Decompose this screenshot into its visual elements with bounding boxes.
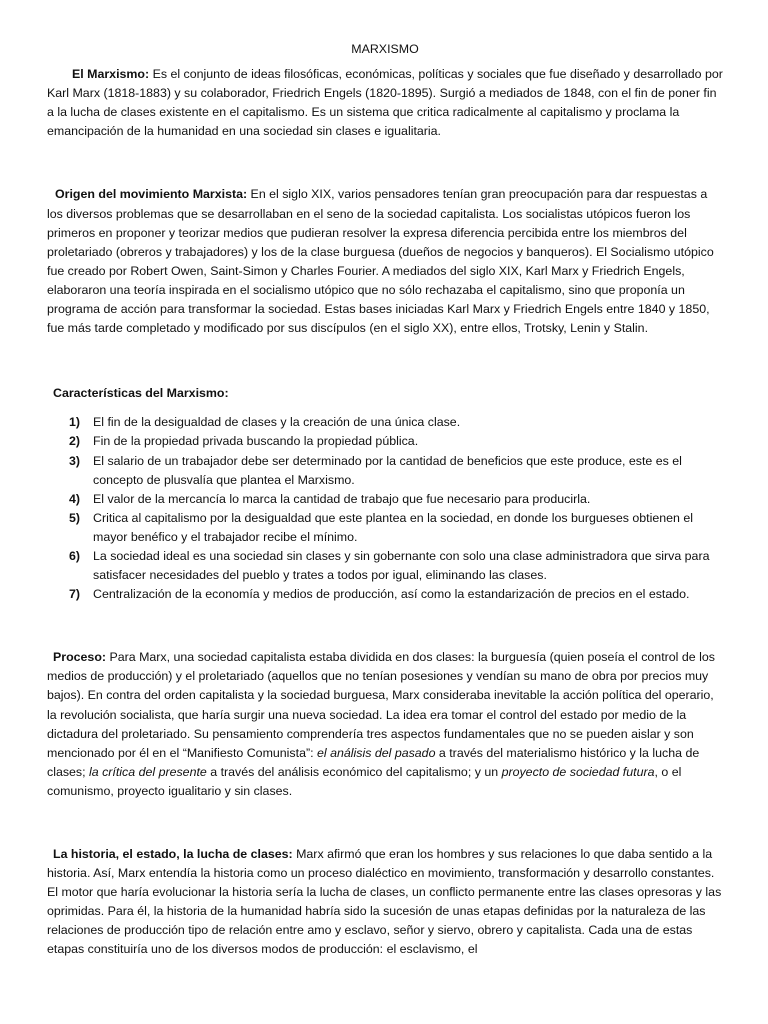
spacer <box>47 801 723 845</box>
spacer <box>47 338 723 384</box>
process-text-4: , o el comunismo, proyecto igualitario y sin clases. <box>47 764 682 798</box>
list-item-number: 3) <box>69 453 81 468</box>
list-item <box>69 452 723 490</box>
history-text: Marx afirmó que eran los hombres y sus relaciones lo que daba sentido a la historia. Así, Marx entendía la historia como un proceso dialéctico en movimiento, transformación y desarrollo constantes. El motor que haría evolucionar la historia sería la lucha de clases, un conflicto permanente entre las clases opresoras y las oprimidas. Para él, la historia de la humanidad habría sido la sucesión de unas etapas definidas por la naturaleza de las relaciones de producción tipo de relación entre amo y esclavo, señor y siervo, obrero y capitalista. Cada una de estas etapas constituiría uno de los diversos modos de producción: el esclavismo, el <box>47 847 722 957</box>
list-item-text: El fin de la desigualdad de clases y la creación de una única clase. <box>93 415 461 430</box>
list-item-number: 7) <box>69 587 81 602</box>
document-page <box>47 40 723 960</box>
list-item <box>69 490 723 509</box>
list-item-number: 4) <box>69 491 81 506</box>
features-heading: Características del Marxismo: <box>53 386 229 401</box>
history-paragraph <box>47 845 723 960</box>
list-item-text: Critica al capitalismo por la desigualdad que este plantea en la sociedad, en donde los burgueses obtienen el mayor benéfico y el trabajador recibe el mínimo. <box>93 510 693 544</box>
origin-label: Origen del movimiento Marxista: <box>55 187 248 202</box>
process-italic-future: proyecto de sociedad futura <box>501 764 655 779</box>
process-text-3: a través del análisis económico del capitalismo; y un <box>206 764 502 779</box>
list-item <box>69 432 723 451</box>
list-item-number: 2) <box>69 434 81 449</box>
process-text-2: a través del materialismo histórico y la lucha de clases; <box>47 745 700 779</box>
list-item-text: El salario de un trabajador debe ser determinado por la cantidad de beneficios que este produce, este es el concepto de plusvalía que plantea el Marxismo. <box>93 453 682 487</box>
list-item-number: 5) <box>69 510 81 525</box>
list-item-text: El valor de la mercancía lo marca la cantidad de trabajo que fue necesario para producirla. <box>93 491 591 506</box>
origin-text: En el siglo XIX, varios pensadores tenían gran preocupación para dar respuestas a los diversos problemas que se desarrollaban en el seno de la sociedad capitalista. Los socialistas utópicos fueron los primeros en proponer y teorizar medios que pudieran resolver la expresa diferencia percibida entre los miembros del proletariado (obreros y trabajadores) y los de la clase burguesa (dueños de negocios y banqueros). El Socialismo utópico fue creado por Robert Owen, Saint-Simon y Charles Fourier. A mediados del siglo XIX, Karl Marx y Friedrich Engels, elaboraron una teoría inspirada en el socialismo utópico que no sólo rechazaba el capitalismo, sino que proponía un programa de acción para transformar la sociedad. Estas bases iniciadas Karl Marx y Friedrich Engels entre 1840 y 1850, fue más tarde completado y modificado por sus discípulos (en el siglo XX), entre ellos, Trotsky, Lenin y Stalin. <box>47 187 714 336</box>
process-paragraph <box>47 648 723 801</box>
intro-text: Es el conjunto de ideas filosóficas, económicas, políticas y sociales que fue diseñado y desarrollado por Karl Marx (1818-1883) y su colaborador, Friedrich Engels (1820-1895). Surgió a mediados de 1848, con el fin de poner fin a la lucha de clases existente en el capitalismo. Es un sistema que critica radicalmente al capitalismo y proclama la emancipación de la humanidad en una sociedad sin clases e igualitaria. <box>47 67 723 139</box>
process-italic-present: la crítica del presente <box>89 764 207 779</box>
history-label: La historia, el estado, la lucha de clases: <box>53 847 293 861</box>
intro-paragraph <box>47 65 723 141</box>
features-list <box>47 413 723 604</box>
process-text-1: Para Marx, una sociedad capitalista estaba dividida en dos clases: la burguesía (quien poseía el control de los medios de producción) y el proletariado (aquellos que no tenían posesiones y vendían su mano de obra por precios muy bajos). En contra del orden capitalista y la sociedad burguesa, Marx consideraba inevitable la acción política del operario, la revolución socialista, que haría surgir una nueva sociedad. La idea era tomar el control del estado por medio de la dictadura del proletariado. Su pensamiento comprendería tres aspectos fundamentales que no se pueden aislar y son mencionado por él en el “Manifiesto Comunista”: <box>47 650 715 760</box>
list-item <box>69 585 723 604</box>
list-item-number: 1) <box>69 415 81 430</box>
list-item-text: La sociedad ideal es una sociedad sin clases y sin gobernante con solo una clase administradora que sirva para satisfacer necesidades del pueblo y trates a todos por igual, eliminando las clases. <box>93 548 710 583</box>
list-item <box>69 547 723 585</box>
list-item <box>69 509 723 547</box>
list-item-text: Centralización de la economía y medios de producción, así como la estandarización de precios en el estado. <box>93 587 690 602</box>
list-item <box>69 413 723 432</box>
document-title: MARXISMO <box>351 42 419 56</box>
origin-paragraph <box>47 185 723 338</box>
process-italic-past: el análisis del pasado <box>316 745 436 760</box>
spacer <box>47 604 723 648</box>
intro-label: El Marxismo: <box>72 67 150 82</box>
spacer <box>47 141 723 185</box>
process-label: Proceso: <box>53 650 107 665</box>
list-item-text: Fin de la propiedad privada buscando la propiedad pública. <box>93 434 419 449</box>
list-item-number: 6) <box>69 548 81 563</box>
